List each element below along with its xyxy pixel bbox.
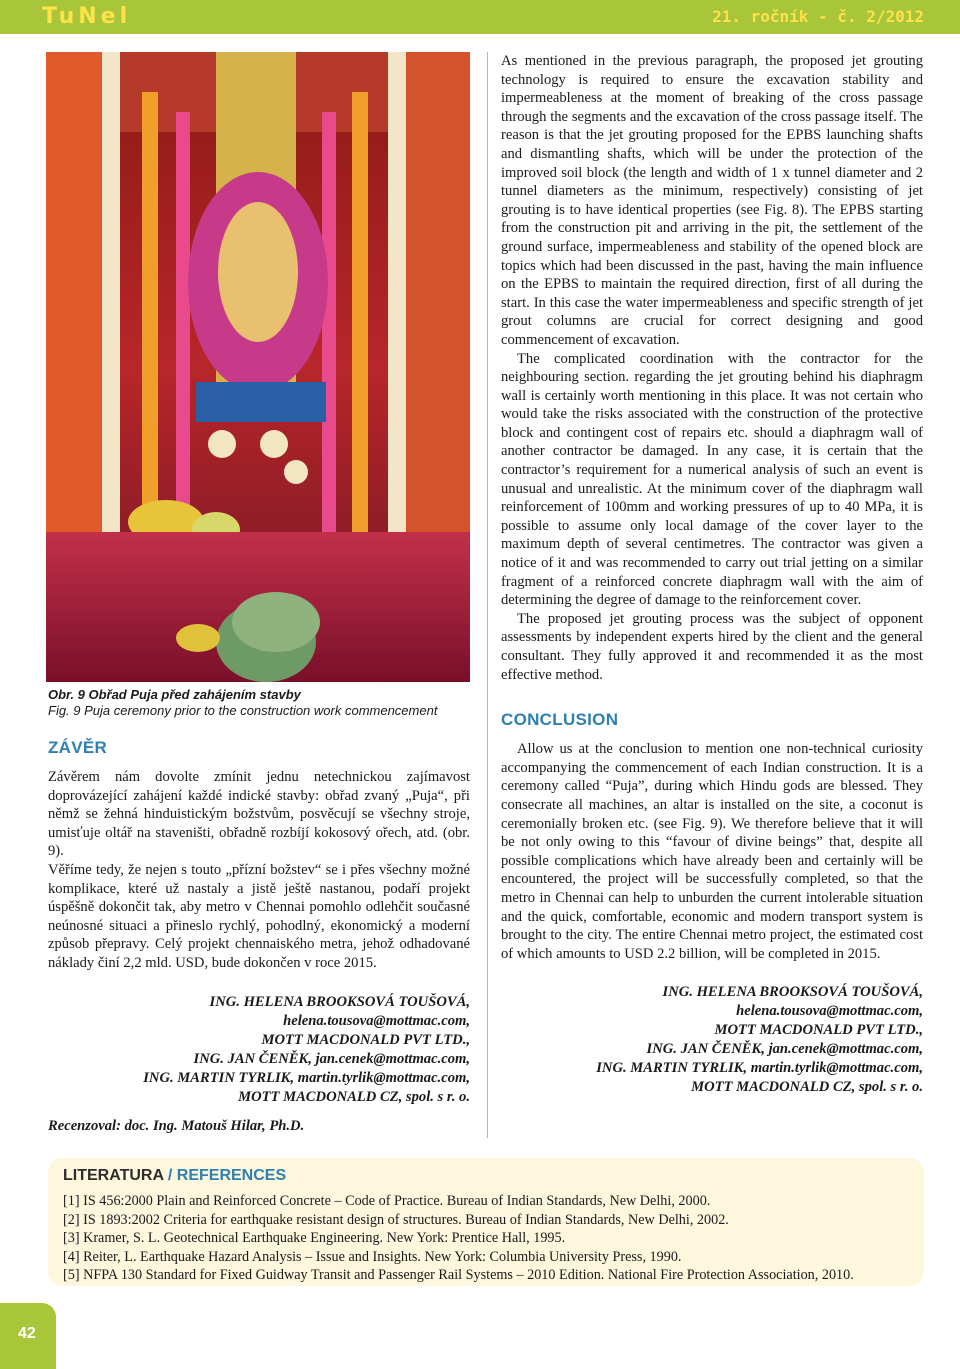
section-heading-conclusion: CONCLUSION	[501, 710, 619, 730]
reference-item: [1] IS 456:2000 Plain and Reinforced Concrete – Code of Practice. Bureau of Indian Standards, New Delhi, 2000.	[63, 1193, 711, 1209]
paragraph: The complicated coordination with the contractor for the neighbouring section. regarding the jet grouting behind his diaphragm wall is certainly worth mentioning in this place. It was not certain who would take the risks associated with the construction of the protective block and contingent cost of repairs etc. should a diaphragm wall of another contractor be damaged. In any case, it is certain that the contractor’s requirement for a numerical analysis of such an event is unusual and unrealistic. At the minimum cover of the diaphragm wall reinforcement of 100mm and working pressures of up to 40 MPa, it is possible to assume only local damage of the cover layer to the maximum depth of several centimetres. The contractor was given a notice of it and was recommended to carry out trial jetting on a similar fragment of a reinforced concrete diaphragm wall with the aim of determining the degree of damage to the reinforcement cover.	[501, 350, 923, 609]
references-heading	[63, 1167, 910, 1185]
figure-caption	[48, 687, 478, 719]
author-line: MOTT MACDONALD PVT LTD.,	[261, 1031, 470, 1048]
puja-ceremony-photo	[46, 52, 470, 682]
references-heading-en: REFERENCES	[176, 1167, 287, 1184]
caption-english: Fig. 9 Puja ceremony prior to the construction work commencement	[48, 703, 438, 718]
paragraph: Allow us at the conclusion to mention one non-technical curiosity accompanying the commencement of each Indian construction. It is a ceremony called “Puja”, during which Hindu gods are blessed. They consecrate all machines, an altar is installed on the site, a coconut is ceremonially broken etc. (see Fig. 9). We therefore believe that it will be not only owing to this “favour of divine beings” that, despite all possible complications which have already been and certainly will be encountered, the project will be successfully completed, so that the metro in Chennai can help to unburden the current intolerable situation and the quick, comfortable, economic and modern transport system is brought to the city. The entire Chennai metro project, the estimated cost of which amounts to USD 2.2 billion, will be completed in 2015.	[501, 741, 923, 962]
author-line: ING. MARTIN TYRLIK, martin.tyrlik@mottmac.com,	[596, 1060, 923, 1077]
reference-item: [3] Kramer, S. L. Geotechnical Earthquake Engineering. New York: Prentice Hall, 1995.	[63, 1230, 566, 1247]
author-block	[48, 993, 470, 1107]
reference-item: [2] IS 1893:2002 Criteria for earthquake resistant design of structures. Bureau of Indian Standards, New Delhi, 2002.	[63, 1211, 729, 1228]
author-block	[501, 983, 923, 1097]
section-heading-zaver: ZÁVĚR	[48, 738, 108, 757]
issue-label: 21. ročník - č. 2/2012	[712, 7, 924, 26]
paragraph: Závěrem nám dovolte zmínit jednu netechnickou zajímavost doprovázející zahájení každé indické stavby: obřad zvaný „Puja“, při němž se žehná hinduistickým božstvům, posvěcují se všechny stroje, umisťuje oltář na staveništi, obřadně rozbíjí kokosový ořech, atd. (obr. 9).	[48, 769, 470, 860]
author-line: ING. MARTIN TYRLIK, martin.tyrlik@mottmac.com,	[143, 1069, 470, 1086]
author-line: MOTT MACDONALD PVT LTD.,	[714, 1022, 923, 1039]
paragraph: The proposed jet grouting process was the subject of opponent assessments by independent experts hired by the client and the general consultant. They fully approved it and recommended it as the most effective method.	[501, 610, 923, 683]
reference-item: [5] NFPA 130 Standard for Fixed Guidway Transit and Passenger Rail Systems – 2010 Edition. National Fire Protection Association, 2010.	[63, 1267, 854, 1284]
page-number: 42	[18, 1325, 36, 1342]
caption-czech: Obr. 9 Obřad Puja před zahájením stavby	[48, 687, 301, 702]
author-line: ING. HELENA BROOKSOVÁ TOUŠOVÁ,	[662, 984, 923, 1001]
author-line: ING. JAN ČENĚK, jan.cenek@mottmac.com,	[193, 1050, 470, 1067]
references-heading-cz: LITERATURA	[63, 1167, 164, 1184]
page-number-tab	[0, 1303, 56, 1369]
right-column	[501, 52, 923, 1097]
column-divider	[487, 52, 488, 1138]
paragraph: Věříme tedy, že nejen s touto „přízní božstev“ se i přes všechny možné komplikace, které už nastaly a jistě ještě nastanou, podaří projekt úspěšně dokončit tak, aby metro v Chennai pomohlo odlehčit současné neúnosné situaci a přineslo rychlý, pohodlný, ekonomický a moderní způsob přepravy. Celý projekt chennaiského metra, jehož odhadované náklady činí 2,2 mld. USD, bude dokončen v roce 2015.	[48, 861, 470, 971]
left-column	[48, 738, 470, 1107]
author-line: ING. JAN ČENĚK, jan.cenek@mottmac.com,	[646, 1041, 923, 1058]
reviewer-line: Recenzoval: doc. Ing. Matouš Hilar, Ph.D.	[48, 1118, 305, 1134]
references-box	[48, 1158, 924, 1286]
author-line: MOTT MACDONALD CZ, spol. s r. o.	[238, 1088, 470, 1105]
journal-logo: TuNel	[42, 4, 132, 29]
author-line: helena.tousova@mottmac.com,	[736, 1003, 923, 1020]
references-separator: /	[163, 1167, 177, 1184]
author-line: helena.tousova@mottmac.com,	[283, 1012, 470, 1029]
paragraph: As mentioned in the previous paragraph, the proposed jet grouting technology is required to ensure the excavation stability and impermeableness at the moment of breaking of the cross passage through the segments and the excavation of the cross passage itself. The reason is that the jet grouting proposed for the EPBS launching shafts and dismantling shafts, which will be under the protection of the improved soil block (the length and width of 1 x tunnel diameter and 2 tunnel diameters as the minimum, respectively) consisting of jet grouting is to have identical properties (see Fig. 8). The EPBS starting from the construction pit and arriving in the pit, the settlement of the ground surface, impermeableness and stability of the opened block are topics which had been discussed in the past, having the main influence on the EPBS to maintain the required direction, first of all during the start. In this case the water impermeableness and specific strength of jet grout columns are crucial for correct designing and good commencement of excavation.	[501, 53, 923, 348]
header-bar	[0, 0, 960, 34]
author-line: ING. HELENA BROOKSOVÁ TOUŠOVÁ,	[209, 993, 470, 1010]
reference-item: [4] Reiter, L. Earthquake Hazard Analysis – Issue and Insights. New York: Columbia University Press, 1990.	[63, 1248, 682, 1265]
author-line: MOTT MACDONALD CZ, spol. s r. o.	[691, 1079, 923, 1096]
